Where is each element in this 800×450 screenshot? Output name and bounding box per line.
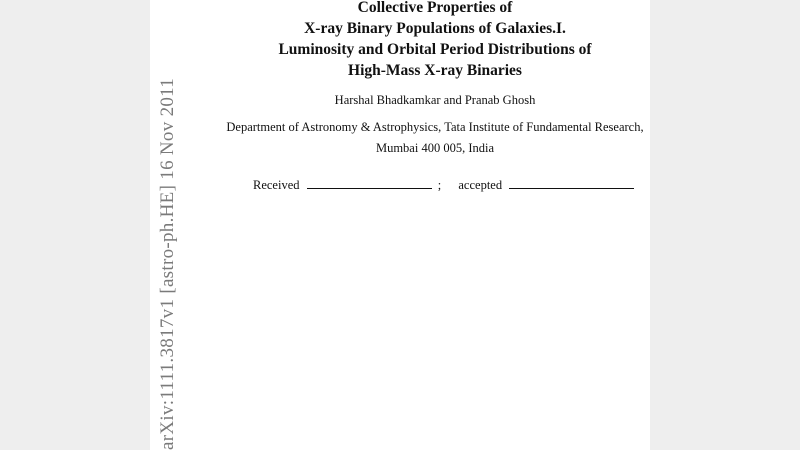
received-date-blank xyxy=(307,178,432,189)
title-line-1: Collective Properties of xyxy=(357,0,513,16)
date-separator: ; xyxy=(437,178,442,192)
arxiv-identifier-stamp: arXiv:1111.3817v1 [astro-ph.HE] 16 Nov 2011 xyxy=(157,77,178,450)
title-line-3: Luminosity and Orbital Period Distributions of xyxy=(278,41,592,58)
author-list: Harshal Bhadkamkar and Pranab Ghosh xyxy=(334,93,536,107)
received-label: Received xyxy=(253,178,300,192)
title-line-4: High-Mass X-ray Binaries xyxy=(348,62,522,79)
paper-title xyxy=(150,0,720,81)
submission-dates xyxy=(253,177,634,193)
accepted-label: accepted xyxy=(458,178,503,192)
affiliation-line-2: Mumbai 400 005, India xyxy=(375,141,495,155)
title-line-2: X-ray Binary Populations of Galaxies.I. xyxy=(304,20,566,37)
accepted-date-blank xyxy=(509,178,634,189)
affiliation-line-1: Department of Astronomy & Astrophysics, Tata Institute of Fundamental Research, xyxy=(226,120,644,134)
